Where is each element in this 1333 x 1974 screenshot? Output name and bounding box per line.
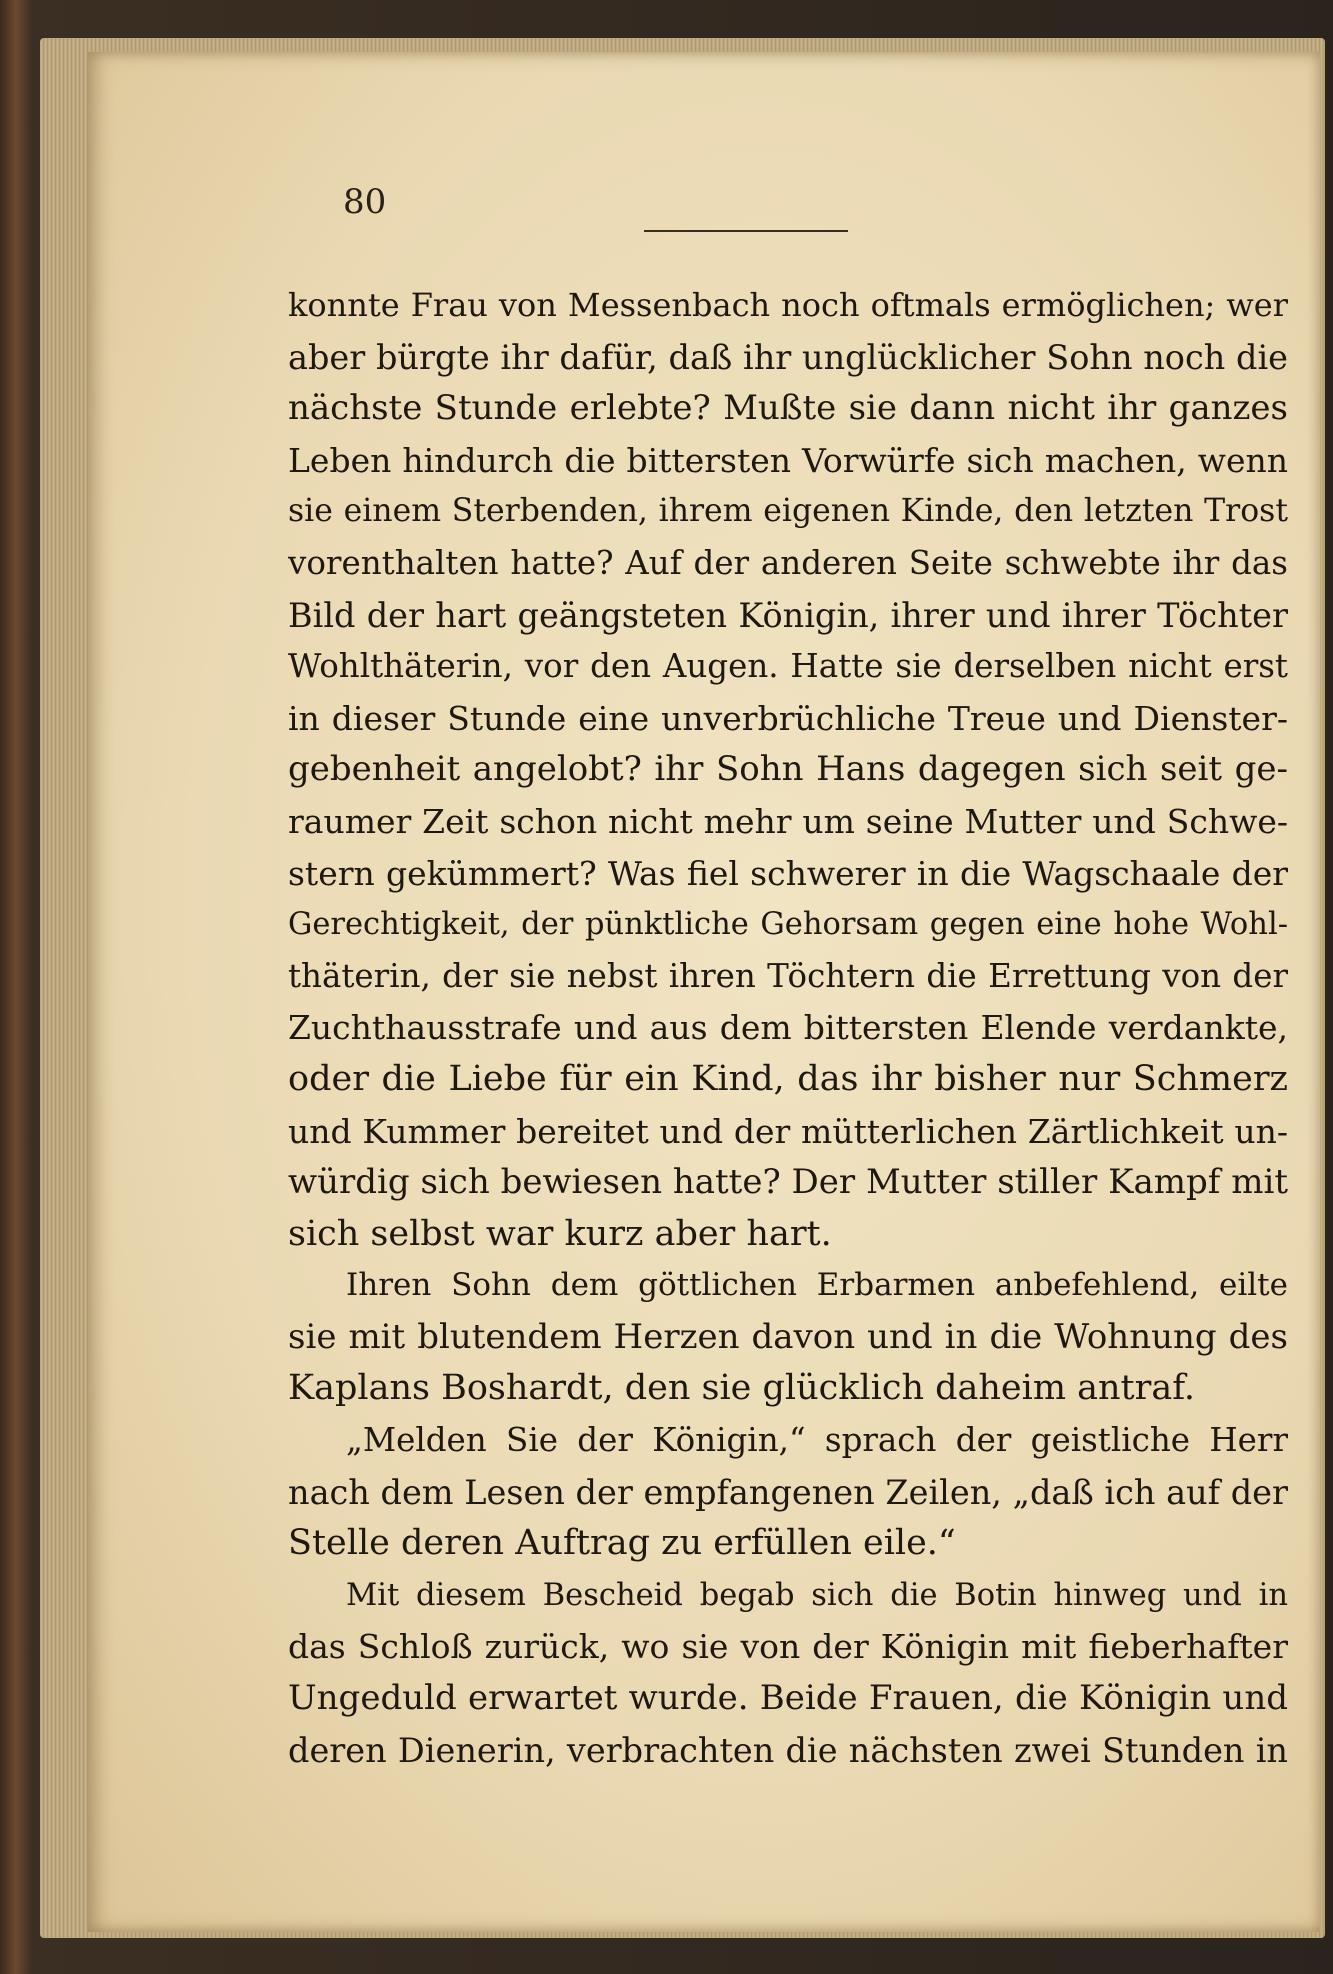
text-line: Kaplans Boshardt, den sie glücklich daheim antraf.	[288, 1368, 1196, 1409]
text-line: Leben hindurch die bittersten Vorwürfe sich machen, wenn	[288, 440, 1288, 480]
text-line: sich selbst war kurz aber hart.	[288, 1213, 832, 1254]
text-line: sie mit blutendem Herzen davon und in die Wohnung des	[288, 1316, 1288, 1357]
text-line: Ungeduld erwartet wurde. Beide Frauen, die Königin und	[288, 1678, 1288, 1719]
text-line: Mit diesem Bescheid begab sich die Botin hinweg und in	[346, 1577, 1288, 1613]
text-line: „Melden Sie der Königin,“ sprach der geistliche Herr	[346, 1421, 1288, 1460]
text-line: Stelle deren Auftrag zu erfüllen eile.“	[288, 1523, 956, 1564]
text-line: sie einem Sterbenden, ihrem eigenen Kinde, den letzten Trost	[288, 493, 1288, 530]
body-text	[288, 280, 1288, 1776]
text-line: Wohlthäterin, vor den Augen. Hatte sie derselben nicht erst	[288, 647, 1288, 686]
text-line: nach dem Lesen der empfangenen Zeilen, „daß ich auf der	[288, 1472, 1288, 1512]
book-page	[88, 52, 1320, 1932]
text-line: vorenthalten hatte? Auf der anderen Seite schwebte ihr das	[288, 543, 1288, 582]
text-line: Zuchthausstrafe und aus dem bittersten Elende verdankte,	[288, 1008, 1288, 1048]
text-line: stern gekümmert? Was fiel schwerer in die Wagschaale der	[288, 853, 1288, 893]
text-line: oder die Liebe für ein Kind, das ihr bisher nur Schmerz	[288, 1058, 1288, 1099]
page-number-rule	[644, 230, 848, 232]
text-line: würdig sich bewiesen hatte? Der Mutter stiller Kampf mit	[288, 1162, 1288, 1203]
text-line: nächste Stunde erlebte? Mußte sie dann nicht ihr ganzes	[288, 388, 1288, 429]
text-line: und Kummer bereitet und der mütterlichen Zärtlichkeit un-	[288, 1111, 1288, 1151]
text-line: konnte Frau von Messenbach noch oftmals ermöglichen; wer	[288, 286, 1288, 324]
text-line: Ihren Sohn dem göttlichen Erbarmen anbefehlend, eilte	[346, 1267, 1288, 1304]
text-line: Gerechtigkeit, der pünktliche Gehorsam gegen eine hohe Wohl-	[288, 907, 1288, 943]
text-line: gebenheit angelobt? ihr Sohn Hans dagegen sich seit ge-	[288, 749, 1288, 790]
text-line: das Schloß zurück, wo sie von der Königin mit fieberhafter	[288, 1627, 1288, 1667]
text-line: raumer Zeit schon nicht mehr um seine Mutter und Schwe-	[288, 801, 1288, 841]
text-line: aber bürgte ihr dafür, daß ihr unglücklicher Sohn noch die	[288, 337, 1288, 377]
page-number: 80	[343, 182, 387, 222]
text-line: Bild der hart geängsteten Königin, ihrer und ihrer Töchter	[288, 595, 1288, 635]
text-line: deren Dienerin, verbrachten die nächsten zwei Stunden in	[288, 1730, 1288, 1770]
text-line: thäterin, der sie nebst ihren Töchtern die Errettung von der	[288, 956, 1288, 995]
text-line: in dieser Stunde eine unverbrüchliche Treue und Dienster-	[288, 698, 1288, 738]
